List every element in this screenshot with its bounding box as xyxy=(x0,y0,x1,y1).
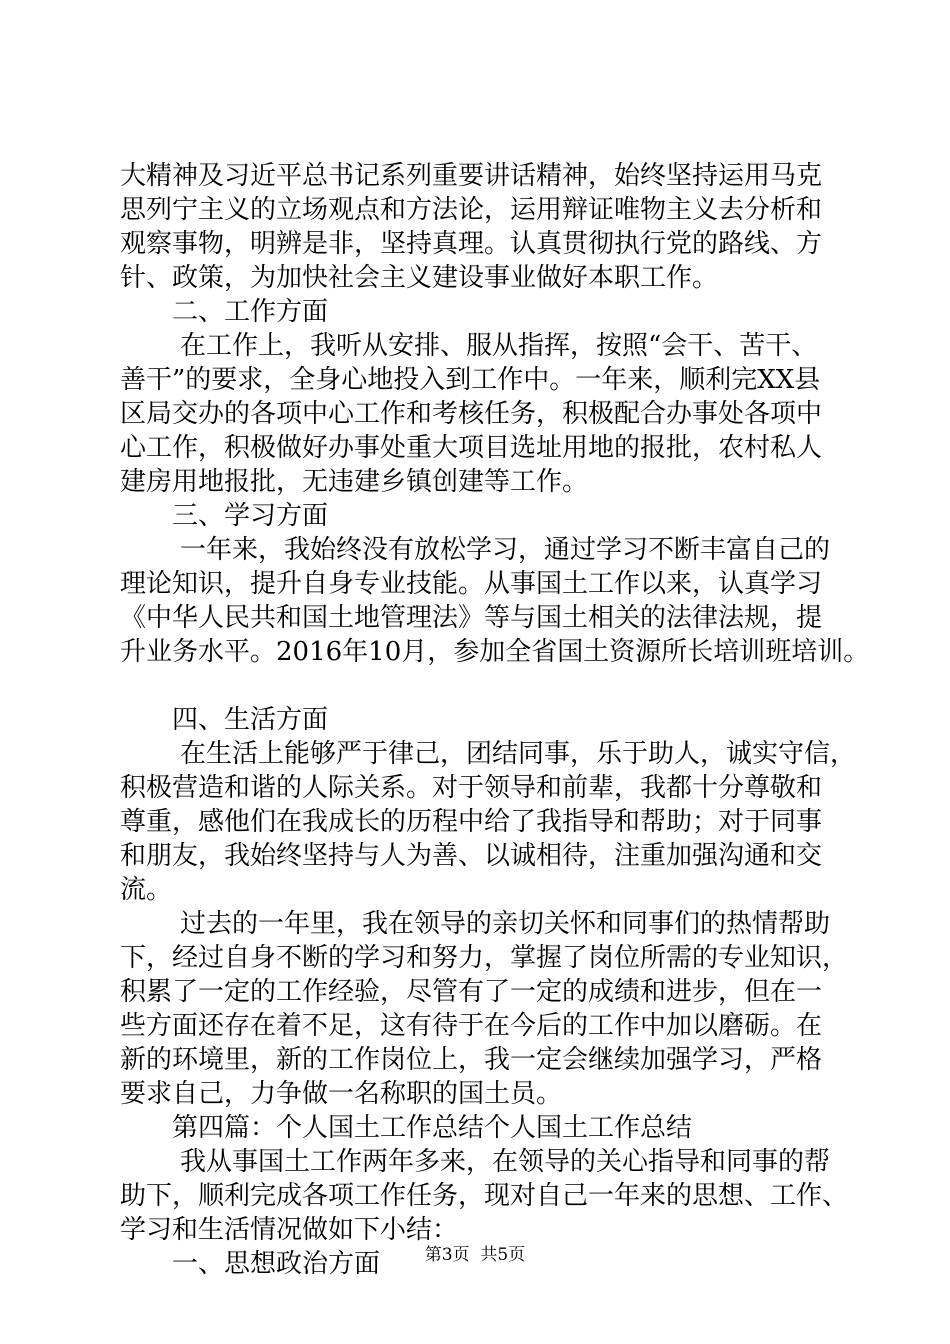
section-heading: 三、学习方面 xyxy=(172,501,329,531)
body-line: 积极营造和谐的人际关系。对于领导和前辈，我都十分尊敬和 xyxy=(120,773,823,803)
body-line: 学习和生活情况做如下小结： xyxy=(120,1215,459,1245)
paragraph-first-line: 在工作上，我听从安排、服从指挥，按照“会干、苦干、 xyxy=(180,331,818,361)
section-heading: 一、思想政治方面 xyxy=(172,1249,381,1279)
body-line: 思列宁主义的立场观点和方法论，运用辩证唯物主义去分析和 xyxy=(120,195,823,225)
paragraph-first-line: 在生活上能够严于律己，团结同事，乐于助人，诚实守信， xyxy=(180,739,857,769)
body-line: 新的环境里，新的工作岗位上，我一定会继续加强学习，严格 xyxy=(120,1045,823,1075)
paragraph-first-line: 我从事国土工作两年多来，在领导的关心指导和同事的帮 xyxy=(180,1147,831,1177)
body-line: 尊重，感他们在我成长的历程中给了我指导和帮助；对于同事 xyxy=(120,807,823,837)
body-line: 和朋友，我始终坚持与人为善、以诚相待，注重加强沟通和交 xyxy=(120,841,823,871)
section-heading: 四、生活方面 xyxy=(172,705,329,735)
paragraph-first-line: 一年来，我始终没有放松学习，通过学习不断丰富自己的 xyxy=(180,535,831,565)
paragraph-first-line: 过去的一年里，我在领导的亲切关怀和同事们的热情帮助 xyxy=(180,909,831,939)
body-line: 理论知识，提升自身专业技能。从事国土工作以来，认真学习 xyxy=(120,569,823,599)
body-line: 观察事物，明辨是非，坚持真理。认真贯彻执行党的路线、方 xyxy=(120,229,823,259)
body-line: 心工作，积极做好办事处重大项目选址用地的报批，农村私人 xyxy=(120,433,823,463)
body-line: 下，经过自身不断的学习和努力，掌握了岗位所需的专业知识， xyxy=(120,943,849,973)
body-line: 针、政策，为加快社会主义建设事业做好本职工作。 xyxy=(120,263,719,293)
body-line: 大精神及习近平总书记系列重要讲话精神，始终坚持运用马克 xyxy=(120,161,823,191)
body-line: 积累了一定的工作经验，尽管有了一定的成绩和进步，但在一 xyxy=(120,977,823,1007)
body-line: 流。 xyxy=(120,875,173,905)
body-line: 善干”的要求，全身心地投入到工作中。一年来，顺利完XX县 xyxy=(120,365,821,395)
section-heading: 二、工作方面 xyxy=(172,297,329,327)
body-line: 区局交办的各项中心工作和考核任务，积极配合办事处各项中 xyxy=(120,399,823,429)
body-line: 《中华人民共和国土地管理法》等与国土相关的法律法规，提 xyxy=(120,603,823,633)
body-line: 要求自己，力争做一名称职的国土员。 xyxy=(120,1079,563,1109)
body-line: 升业务水平。2016年10月，参加全省国土资源所长培训班培训。 xyxy=(120,637,870,667)
body-line: 些方面还存在着不足，这有待于在今后的工作中加以磨砺。在 xyxy=(120,1011,823,1041)
page-number: 第3页 共5页 xyxy=(424,1245,526,1265)
body-line: 助下，顺利完成各项工作任务，现对自己一年来的思想、工作、 xyxy=(120,1181,849,1211)
chapter-heading: 第四篇：个人国土工作总结个人国土工作总结 xyxy=(172,1113,693,1143)
body-line: 建房用地报批，无违建乡镇创建等工作。 xyxy=(120,467,589,497)
